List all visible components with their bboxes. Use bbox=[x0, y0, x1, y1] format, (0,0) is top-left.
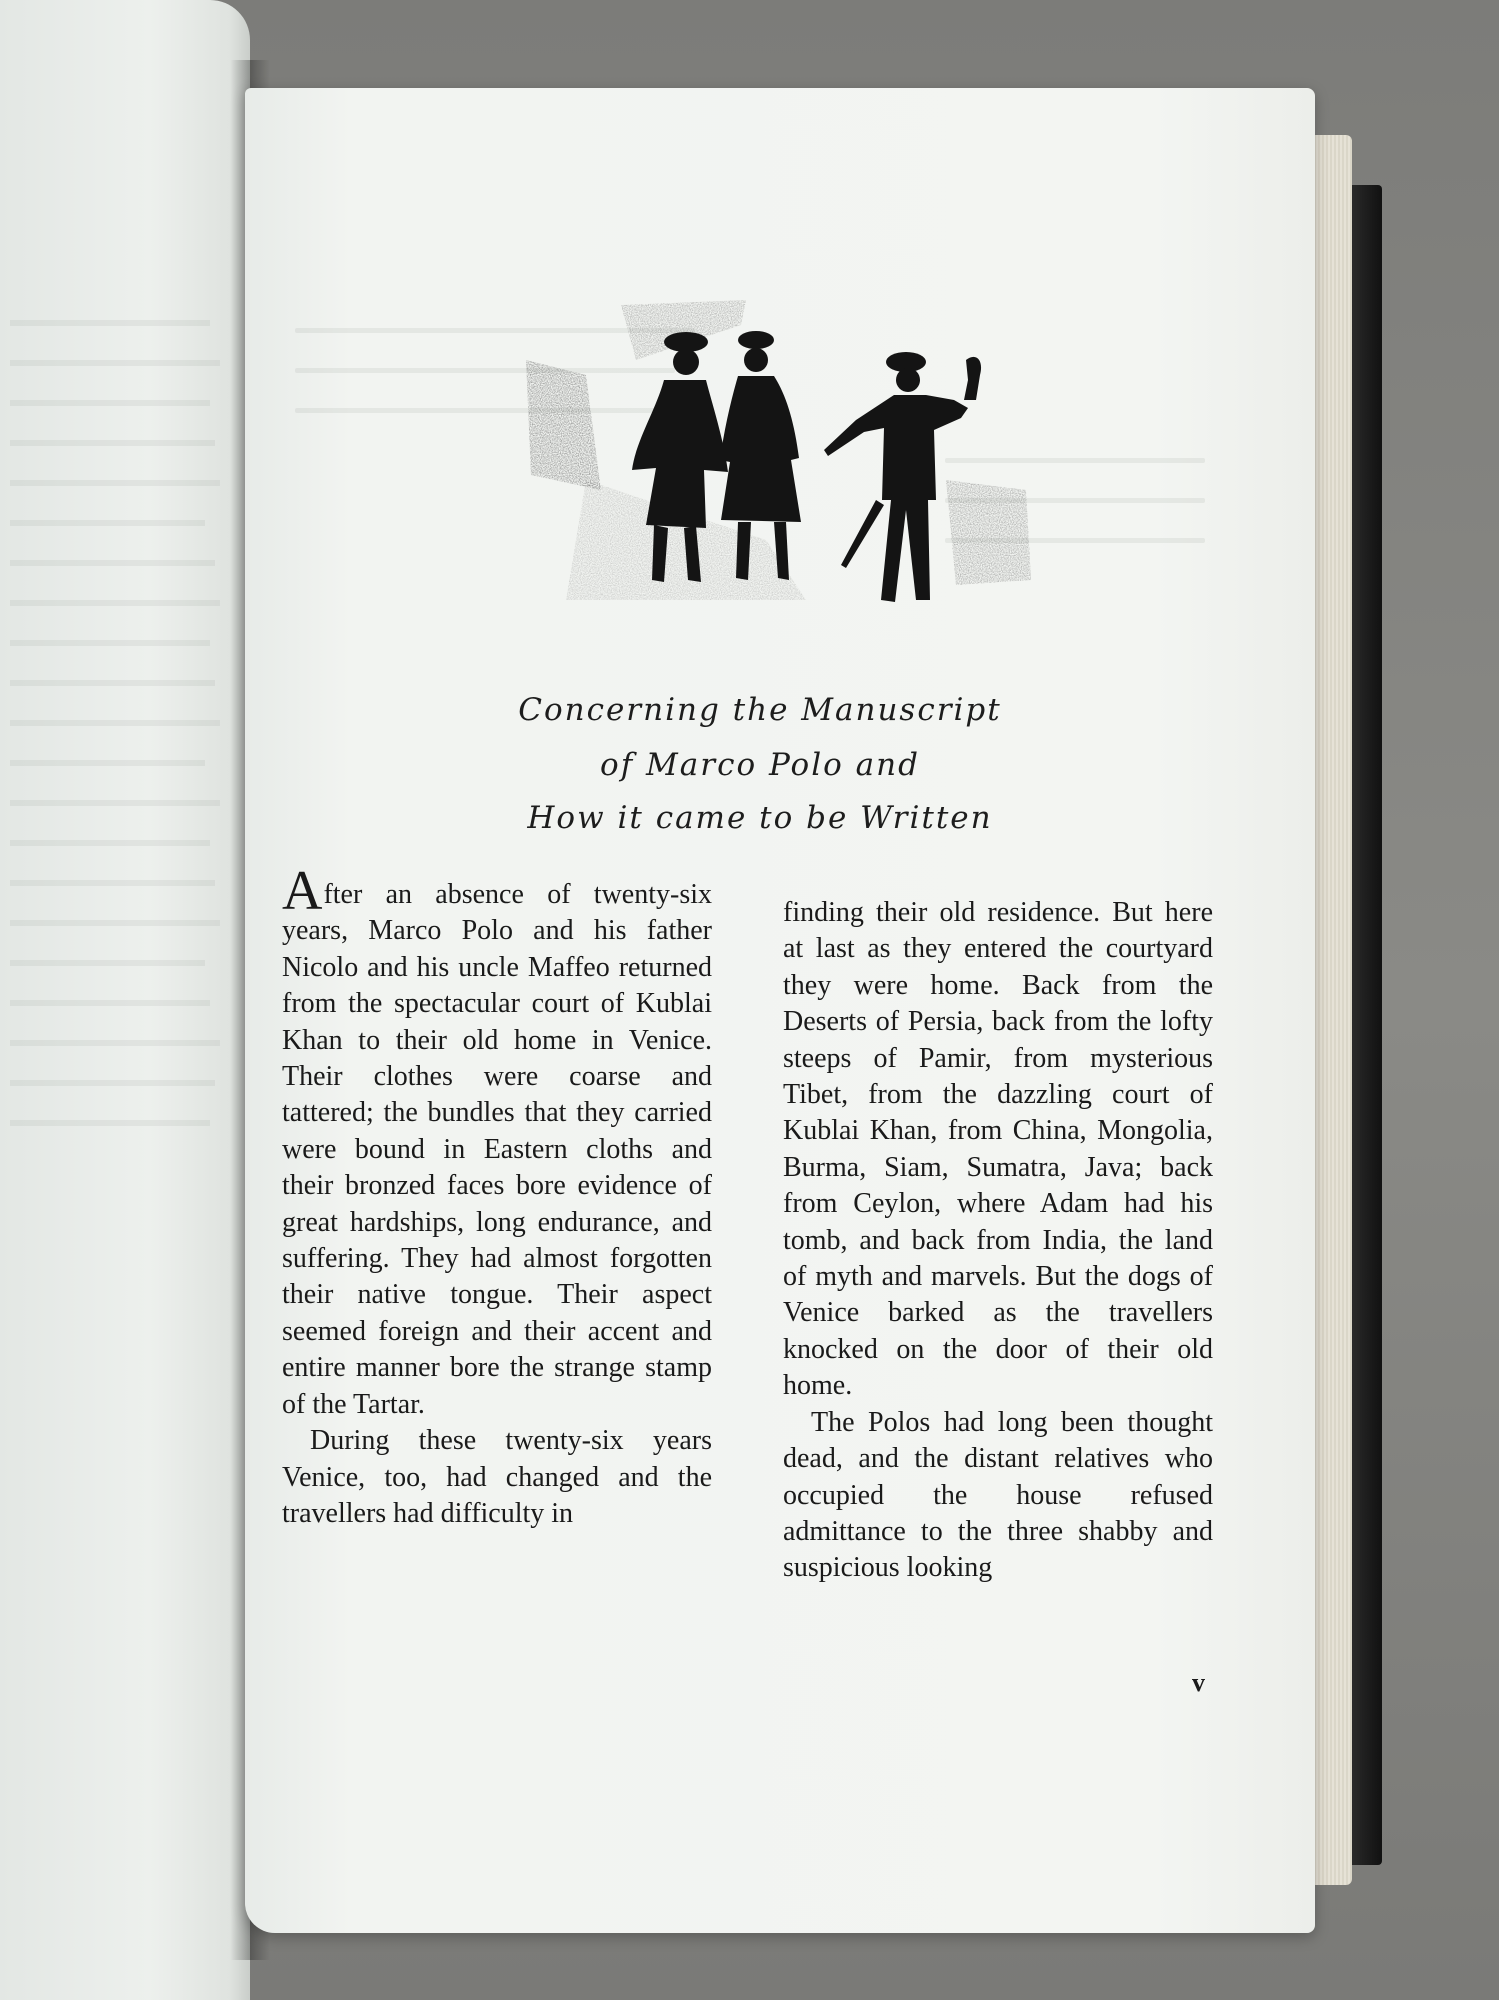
paragraph-text: fter an absence of twenty-six years, Marco Polo and his father Nicolo and his uncle Maffeo returned from the spectacular court of Kublai Khan to their old home in Venice. Their clothes were coarse and tattered; the bundles that they carried were bound in Eastern cloths and their bronzed faces bore evidence of great hardships, long endurance, and suffering. They had almost forgotten their native tongue. Their aspect seemed foreign and their accent and entire manner bore the strange stamp of the Tartar. bbox=[282, 879, 712, 1420]
left-page bbox=[0, 0, 250, 2000]
illustration-travellers bbox=[506, 300, 1036, 620]
page-number: v bbox=[1192, 1668, 1205, 1697]
text-column-left bbox=[282, 860, 712, 1532]
paragraph: The Polos had long been thought dead, and the distant relatives who occupied the house refused admittance to the three shabby and suspicious looking bbox=[783, 1406, 1213, 1584]
chapter-heading-line-1: Concerning the Manuscript bbox=[518, 692, 1002, 728]
chapter-heading-line-3: How it came to be Written bbox=[527, 800, 993, 836]
paragraph: During these twenty-six years Venice, too, had changed and the travellers had difficulty in bbox=[282, 1425, 712, 1529]
paragraph: finding their old residence. But here at last as they entered the courtyard they were home. Back from the Deserts of Persia, back from the lofty steeps of Pamir, from mysterious Tibet, from the dazzling court of Kublai Khan, from China, Mongolia, Burma, Siam, Sumatra, Java; back from Ceylon, where Adam had his tomb, and back from India, the land of myth and marvels. But the dogs of Venice barked as the travellers knocked on the door of their old home. bbox=[783, 897, 1213, 1402]
paragraph bbox=[282, 860, 712, 1423]
chapter-heading-line-2: of Marco Polo and bbox=[600, 747, 920, 783]
text-column-right bbox=[783, 895, 1213, 1587]
drop-cap: A bbox=[282, 860, 323, 922]
